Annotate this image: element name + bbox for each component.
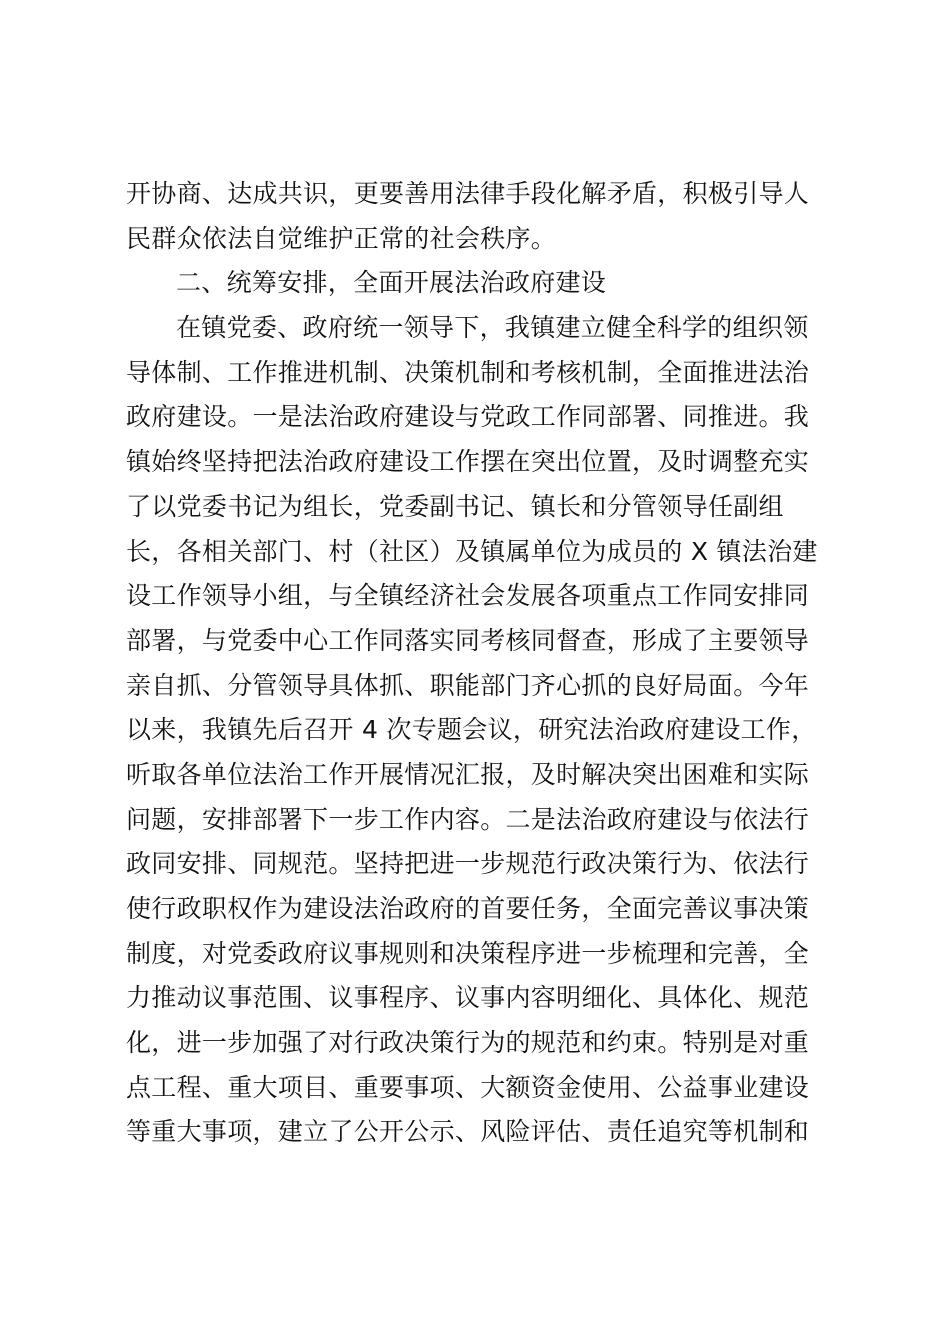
text-line: 设工作领导小组，与全镇经济社会发展各项重点工作同安排同 bbox=[126, 581, 810, 611]
text-line: 政同安排、同规范。坚持把进一步规范行政决策行为、依法行 bbox=[126, 849, 810, 879]
text-line: 部署，与党委中心工作同落实同考核同督查，形成了主要领导 bbox=[126, 625, 810, 655]
text-line: 力推动议事范围、议事程序、议事内容明细化、具体化、规范 bbox=[126, 983, 810, 1013]
text-line: 开协商、达成共识，更要善用法律手段化解矛盾，积极引导人 bbox=[126, 179, 810, 208]
text-line: 使行政职权作为建设法治政府的首要任务，全面完善议事决策 bbox=[126, 894, 810, 923]
text-line: 导体制、工作推进机制、决策机制和考核机制，全面推进法治 bbox=[126, 357, 810, 387]
text-line: 亲自抓、分管领导具体抓、职能部门齐心抓的良好局面。今年 bbox=[126, 670, 810, 700]
text-line: 制度，对党委政府议事规则和决策程序进一步梳理和完善，全 bbox=[126, 938, 810, 968]
body-text bbox=[126, 172, 826, 1155]
text-line: 点工程、重大项目、重要事项、大额资金使用、公益事业建设 bbox=[126, 1072, 810, 1102]
text-line: 等重大事项，建立了公开公示、风险评估、责任追究等机制和 bbox=[126, 1117, 810, 1147]
text-line: 以来，我镇先后召开 4 次专题会议，研究法治政府建设工作， bbox=[126, 715, 817, 745]
text-line: 听取各单位法治工作开展情况汇报，及时解决突出困难和实际 bbox=[126, 759, 810, 789]
text-line: 在镇党委、政府统一领导下，我镇建立健全科学的组织领 bbox=[176, 313, 809, 343]
text-line: 民群众依法自觉维护正常的社会秩序。 bbox=[126, 223, 557, 253]
text-line: 政府建设。一是法治政府建设与党政工作同部署、同推进。我 bbox=[126, 402, 810, 432]
text-line: 了以党委书记为组长，党委副书记、镇长和分管领导任副组 bbox=[126, 491, 784, 521]
text-line: 镇始终坚持把法治政府建设工作摆在突出位置，及时调整充实 bbox=[126, 447, 810, 477]
text-line: 问题，安排部署下一步工作内容。二是法治政府建设与依法行 bbox=[126, 804, 810, 834]
text-line: 化，进一步加强了对行政决策行为的规范和约束。特别是对重 bbox=[126, 1028, 810, 1058]
text-line: 长，各相关部门、村（社区）及镇属单位为成员的 X 镇法治建 bbox=[126, 536, 818, 566]
section-heading: 二、统筹安排，全面开展法治政府建设 bbox=[176, 268, 607, 298]
